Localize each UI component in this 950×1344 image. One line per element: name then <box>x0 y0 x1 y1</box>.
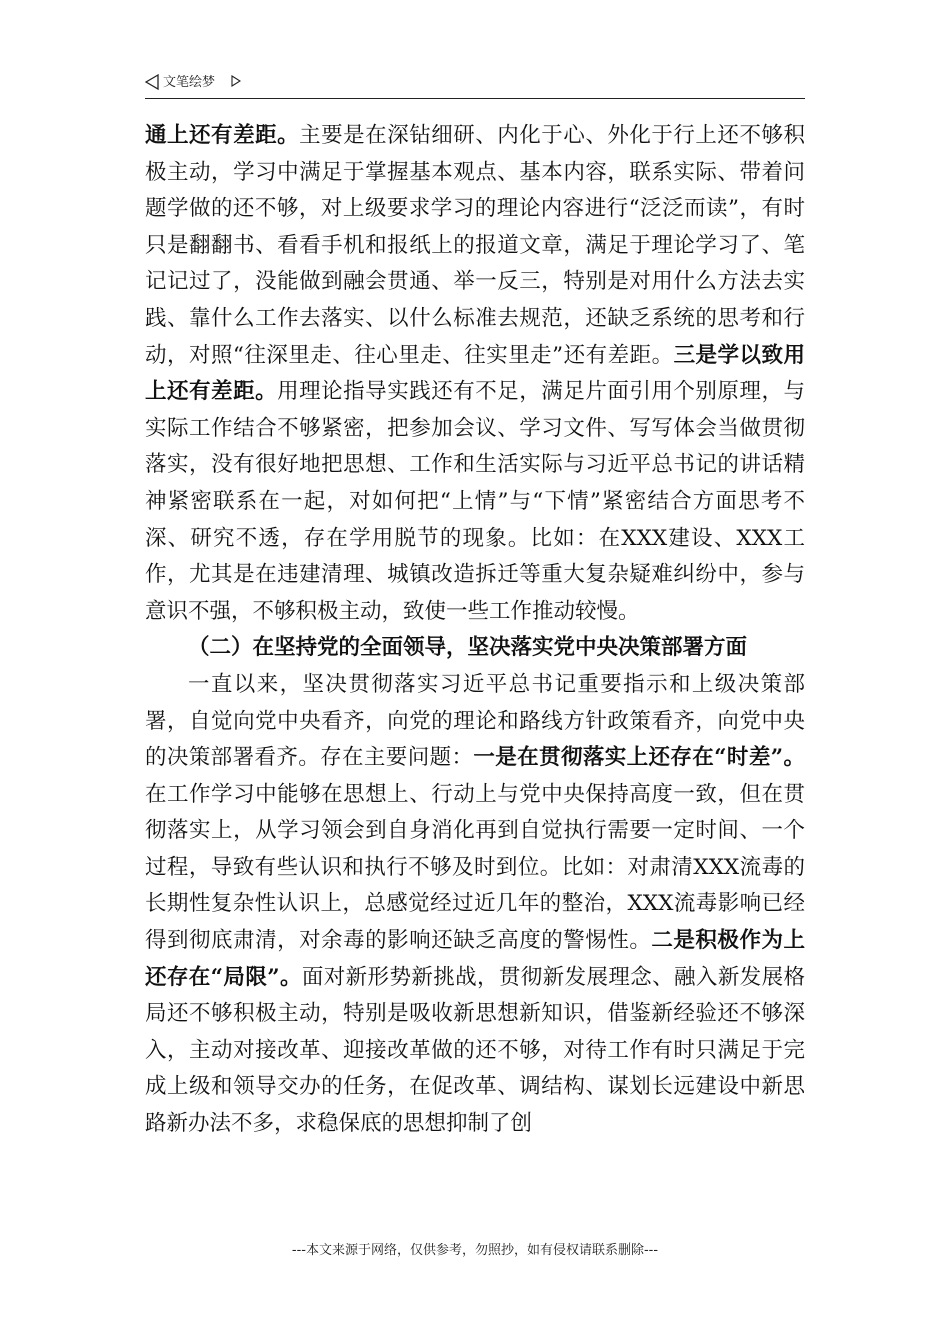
paragraph-text: 主要是在深钻细研、内化于心、外化于行上还不够积极主动，学习中满足于掌握基本观点、基本内容，联系实际、带着问题学做的还不够，对上级要求学习的理论内容进行“泛泛而读”，有时只是翻翻书、看看手机和报纸上的报道文章，满足于理论学习了、笔记记过了，没能做到融会贯通、举一反三，特别是对用什么方法去实践、靠什么工作去落实、以什么标准去规范，还缺乏系统的思考和行动，对照“往深里走、往心里走、往实里走”还有差距。 <box>145 123 805 368</box>
bold-phrase: 一是在贯彻落实上还存在“时差”。 <box>473 745 805 771</box>
header-title: 文笔绘梦 <box>163 75 216 90</box>
triangle-right-outline-icon <box>231 75 241 87</box>
page-header <box>145 72 805 99</box>
bold-phrase: 二是积极作为上还存在“局限”。 <box>145 928 805 990</box>
paragraph-text: 面对新形势新挑战，贯彻新发展理念、融入新发展格局还不够积极主动，特别是吸收新思想新知识，借鉴新经验还不够深入，主动对接改革、迎接改革做的还不够，对待工作有时只满足于完成上级和领导交办的任务，在促改革、调结构、谋划长远建设中新思路新办法不多，求稳保底的思想抑制了创 <box>145 964 805 1137</box>
document-body <box>145 118 805 1143</box>
paragraph-text: 一直以来，坚决贯彻落实习近平总书记重要指示和上级决策部署，自觉向党中央看齐，向党的理论和路线方针政策看齐，向党中央的决策部署看齐。存在主要问题： <box>145 671 805 771</box>
paragraph-text: 在工作学习中能够在思想上、行动上与党中央保持高度一致，但在贯彻落实上，从学习领会到自身消化再到自觉执行需要一定时间、一个过程，导致有些认识和执行不够及时到位。比如：对肃清XXX流毒的长期性复杂性认识上，总感觉经过近几年的整治，XXX流毒影响已经得到彻底肃清，对余毒的影响还缺乏高度的警惕性。 <box>145 781 805 954</box>
bold-phrase: 通上还有差距。 <box>145 123 300 148</box>
paragraph <box>145 667 805 1143</box>
section-heading: （二）在坚持党的全面领导，坚决落实党中央决策部署方面 <box>188 635 748 661</box>
paragraph-text: 用理论指导实践还有不足，满足片面引用个别原理，与实际工作结合不够紧密，把参加会议、学习文件、写写体会当做贯彻落实，没有很好地把思想、工作和生活实际与习近平总书记的讲话精神紧密联系在一起，对如何把“上情”与“下情”紧密结合方面思考不深、研究不透，存在学用脱节的现象。比如：在XXX建设、XXX工作，尤其是在违建清理、城镇改造拆迁等重大复杂疑难纠纷中，参与意识不强，不够积极主动，致使一些工作推动较慢。 <box>145 379 805 624</box>
triangle-left-outline-icon <box>145 74 159 90</box>
page-footer: ---本文来源于网络，仅供参考，勿照抄，如有侵权请联系删除--- <box>291 1243 659 1258</box>
bold-phrase: 三是学以致用上还有差距。 <box>145 342 805 405</box>
paragraph-continued <box>145 118 805 630</box>
